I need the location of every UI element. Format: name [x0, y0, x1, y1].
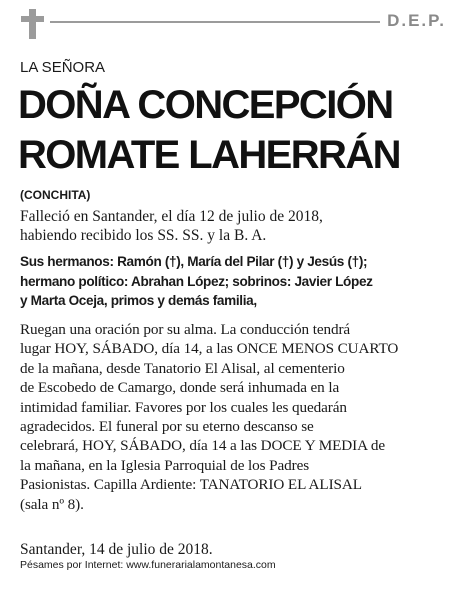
text-line: Falleció en Santander, el día 12 de julio de 2018, — [20, 208, 323, 225]
family-list — [20, 252, 450, 311]
death-notice — [20, 207, 450, 245]
text-line: hermano político: Abrahan López; sobrinos: Javier López — [20, 273, 373, 289]
dep-badge: D.E.P. — [387, 11, 446, 30]
text-line: Pasionistas. Capilla Ardiente: TANATORIO EL ALISAL — [20, 476, 362, 494]
text-line: y Marta Oceja, primos y demás familia, — [20, 293, 257, 309]
name-line: DOÑA CONCEPCIÓN — [18, 83, 393, 127]
place-date — [20, 540, 450, 559]
text-line: celebrará, HOY, SÁBADO, día 14 a las DOCE Y MEDIA de — [20, 437, 385, 455]
title-prefix: LA SEÑORA — [20, 59, 106, 76]
name-line: ROMATE LAHERRÁN — [18, 133, 400, 177]
text-line: de Escobedo de Camargo, donde será inhumada en la — [20, 379, 340, 397]
text-line: Ruegan una oración por su alma. La conducción tendrá — [20, 321, 351, 338]
text-line: de la mañana, desde Tanatorio El Alisal, al cementerio — [20, 359, 345, 377]
footer-website: Pésames por Internet: www.funerarialamontanesa.com — [20, 559, 276, 571]
text-line: habiendo recibido los SS. SS. y la B. A. — [20, 227, 267, 245]
deceased-name — [18, 80, 458, 180]
alias: (CONCHITA) — [20, 188, 91, 202]
text-line: Santander, 14 de julio de 2018. — [20, 541, 213, 558]
text-line: (sala nº 8). — [20, 495, 84, 513]
cross-icon — [21, 9, 44, 39]
header-rule — [50, 21, 380, 23]
text-line: intimidad familiar. Favores por los cuales les quedarán — [20, 398, 347, 416]
text-line: lugar HOY, SÁBADO, día 14, a las ONCE MENOS CUARTO — [20, 340, 399, 358]
text-line: Sus hermanos: Ramón (†), María del Pilar (†) y Jesús (†); — [20, 254, 368, 269]
text-line: la mañana, en la Iglesia Parroquial de los Padres — [20, 456, 310, 474]
text-line: agradecidos. El funeral por su eterno descanso se — [20, 418, 314, 436]
ceremony-details — [20, 320, 450, 514]
